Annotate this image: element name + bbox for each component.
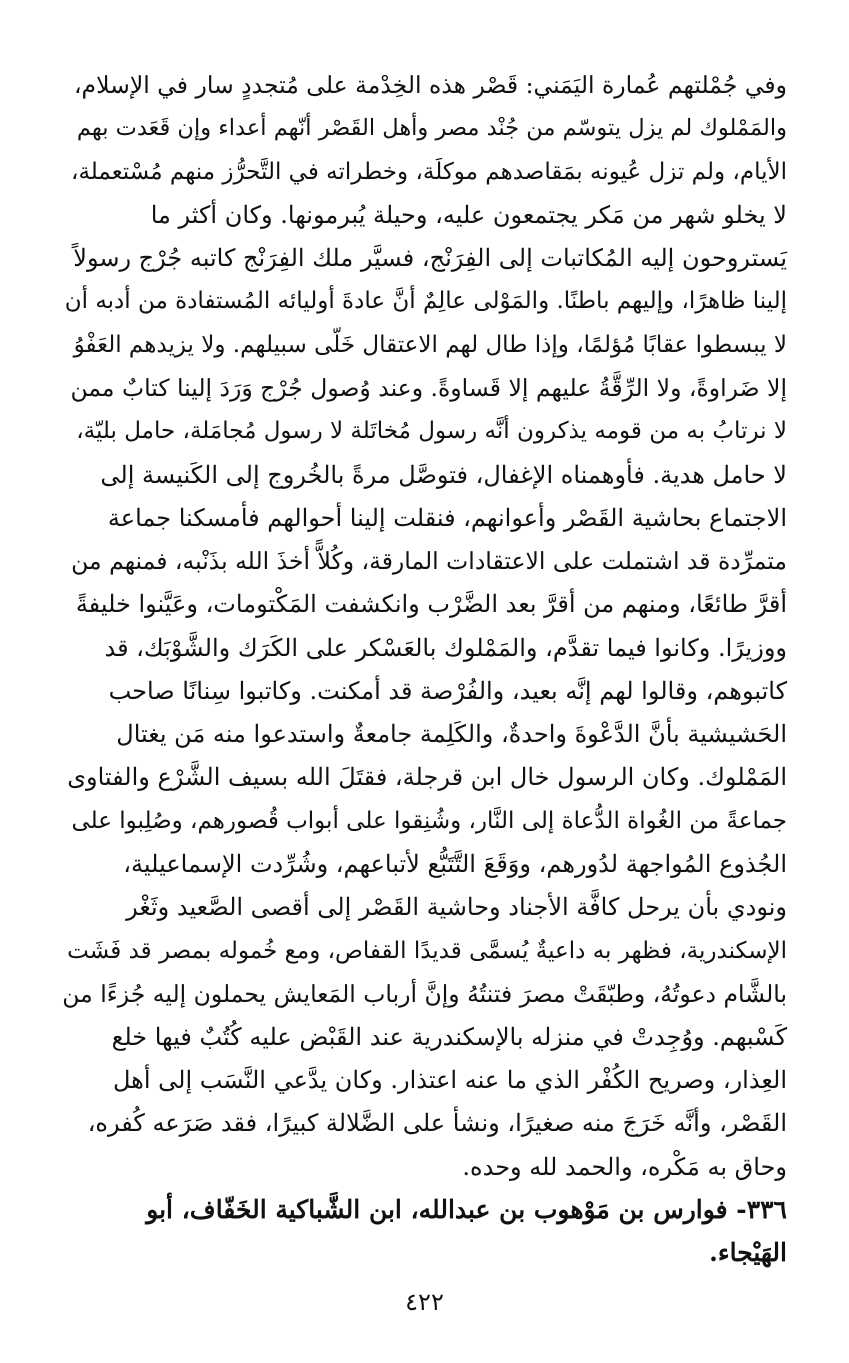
text-line: متمرِّدة قد اشتملت على الاعتقادات المارقة، وكُلاًّ أخذَ الله بذَنْبه، فمنهم من (71, 547, 787, 575)
text-line: الأيام، ولم تزل عُيونه بمَقاصدهم موكلَة، وخطراته في التَّحرُّز منهم مُسْتعملة، (71, 159, 787, 185)
text-line: القَصْر، وأنَّه خَرَجَ منه صغيرًا، ونشأ على الضَّلالة كبيرًا، فقد صَرَعه كُفره، (87, 1109, 787, 1137)
text-line: العِذار، وصريح الكُفْر الذي ما عنه اعتذار. وكان يدَّعي النَّسَب إلى أهل (113, 1066, 787, 1094)
text-line: لا نرتابُ به من قومه يذكرون أنَّه رسول مُخاتَلة لا رسول مُجامَلة، حامل بليّة، (76, 418, 787, 444)
page-number: ٤٢٢ (405, 1288, 444, 1316)
text-line: يَستروحون إليه المُكاتبات إلى الفِرَنْج، فسيَّر ملك الفِرَنْج كاتبه جُرْج رسولاً (73, 244, 787, 272)
text-line: ووزيرًا. وكانوا فيما تقدَّم، والمَمْلوك بالعَسْكر على الكَرَك والشَّوْبَك، قد (104, 634, 787, 662)
text-line: كَسْبهم. ووُجِدتْ في منزله بالإسكندرية عند القَبْض عليه كُتُبٌ فيها خلع (111, 1023, 787, 1051)
text-line: والمَمْلوك لم يزل يتوسّم من جُنْد مصر وأهل القَصْر أنّهم أعداء وإن قَعَدت بهم (76, 115, 787, 141)
text-line: إلا ضَراوةً، ولا الرِّقَّةُ عليهم إلا قَساوةً. وعند وُصول جُرْج وَرَدَ إلينا كتابٌ ممن (70, 374, 787, 402)
text-line: ونودي بأن يرحل كافَّة الأجناد وحاشية القَصْر إلى أقصى الصَّعيد وثَغْر (126, 893, 787, 921)
text-line: لا يخلو شهر من مَكر يجتمعون عليه، وحيلة يُبرمونها. وكان أكثر ما (150, 201, 787, 229)
text-line: الاجتماع بحاشية القَصْر وأعوانهم، فنقلت إلينا أحوالهم فأمسكنا جماعة (107, 504, 787, 532)
text-line: الجُذوع المُواجهة لدُورهم، ووَقَعَ التَّتَبُّع لأتباعهم، وشُرِّدت الإسماعيلية، (123, 850, 787, 878)
entry-heading-line: ٣٣٦- فوارس بن مَوْهوب بن عبدالله، ابن الشَّباكية الخَفّاف، أبو (146, 1195, 787, 1224)
text-line: كاتبوهم، وقالوا لهم إنَّه بعيد، والفُرْصة قد أمكنت. وكاتبوا سِنانًا صاحب (108, 677, 787, 705)
text-line: جماعةً من الغُواة الدُّعاة إلى النَّار، وشُنِقوا على أبواب قُصورهم، وصُلِبوا على (71, 808, 787, 834)
text-line: لا يبسطوا عقابًا مُؤلمًا، وإذا طال لهم الاعتقال خَلّى سبيلهم. ولا يزيدهم العَفْوُ (73, 332, 787, 358)
text-line: أقرَّ طائعًا، ومنهم من أقرَّ بعد الضَّرْب وانكشفت المَكْتومات، وعَيَّنوا خليفةً (75, 590, 787, 618)
text-line: الإسكندرية، فظهر به داعيةٌ يُسمَّى قديدًا القفاص، ومع خُموله بمصر قد فَشَت (67, 938, 787, 964)
text-line: وحاق به مَكْره، والحمد لله وحده. (462, 1153, 787, 1181)
text-line: لا حامل هدية. فأوهمناه الإغفال، فتوصَّل مرةً بالخُروج إلى الكَنيسة إلى (100, 461, 787, 489)
text-line: وفي جُمْلتهم عُمارة اليَمَني: قَصْر هذه الخِدْمة على مُتجددٍ سار في الإسلام، (73, 71, 787, 99)
text-line: بالشَّام دعوتُهُ، وطبّقَتْ مصرَ فتنتُهُ وإنَّ أرباب المَعايش يحملون إليه جُزءًا من (62, 980, 787, 1008)
text-line: إلينا ظاهرًا، وإليهم باطنًا. والمَوْلى عالِمٌ أنَّ عادةَ أوليائه المُستفادة من أدبه أن (64, 288, 787, 314)
text-line: المَمْلوك. وكان الرسول خال ابن قرجلة، فقتَلَ الله بسيف الشَّرْع والفتاوى (67, 763, 787, 791)
entry-heading-line: الهَيْجاء. (709, 1238, 787, 1267)
text-line: الحَشيشية بأنَّ الدَّعْوةَ واحدةٌ، والكَلِمة جامعةٌ واستدعوا منه مَن يغتال (116, 720, 787, 748)
